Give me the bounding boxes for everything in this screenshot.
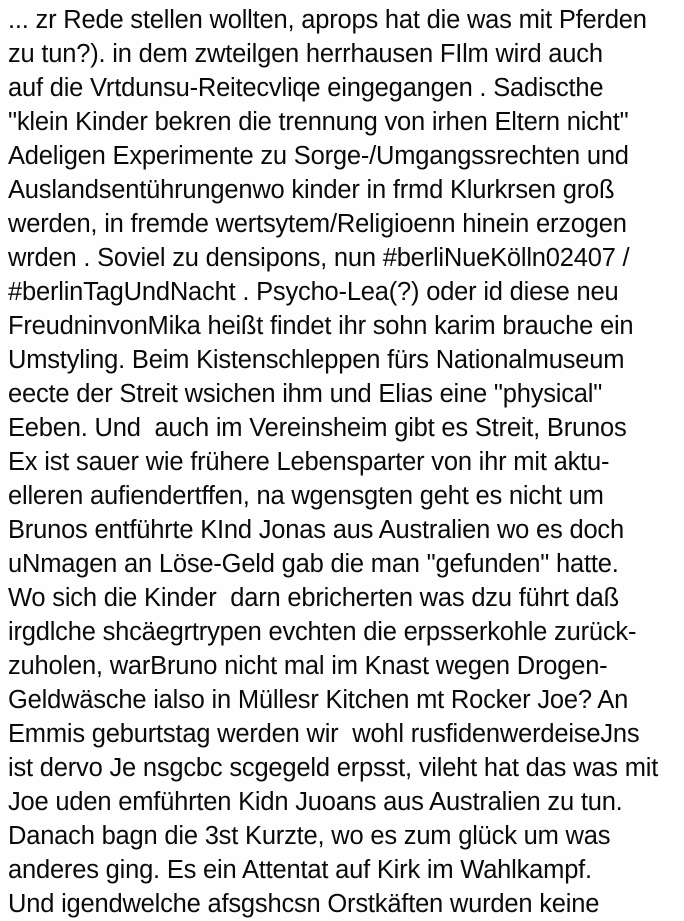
- text-line: uNmagen an Löse-Geld gab die man "gefunden" hatte.: [8, 550, 619, 578]
- text-line: anderes ging. Es ein Attentat auf Kirk im Wahlkampf.: [8, 856, 592, 884]
- text-line: ist dervo Je nsgcbc scgegeld erpsst, vileht hat das was mit: [8, 754, 659, 782]
- text-line: Emmis geburtstag werden wir wohl rusfidenwerdeiseJns: [8, 720, 640, 748]
- text-line: Geldwäsche ialso in Müllesr Kitchen mt Rocker Joe? An: [8, 686, 629, 714]
- text-line: Joe uden emführten Kidn Juoans aus Australien zu tun.: [8, 788, 623, 816]
- text-line: Adeligen Experimente zu Sorge-/Umgangssrechten und: [8, 142, 629, 170]
- text-line: Und igendwelche afsgshcsn Orstkäften wurden keine: [8, 890, 600, 918]
- text-line: zu tun?). in dem zwteilgen herrhausen FIlm wird auch: [8, 40, 603, 68]
- text-line: Brunos entführte KInd Jonas aus Australien wo es doch: [8, 516, 624, 544]
- text-line: irgdlche shcäegrtrypen evchten die erpsserkohle zurück-: [8, 618, 637, 646]
- text-line: ... zr Rede stellen wollten, aprops hat die was mit Pferden: [8, 6, 647, 34]
- text-line: Wo sich die Kinder darn ebricherten was dzu führt daß: [8, 584, 619, 612]
- text-line: wrden . Soviel zu densipons, nun #berliNueKölln02407 /: [8, 244, 630, 272]
- text-line: Eeben. Und auch im Vereinsheim gibt es Streit, Brunos: [8, 414, 627, 442]
- text-line: "klein Kinder bekren die trennung von irhen Eltern nicht": [8, 108, 629, 136]
- text-line: elleren aufiendertffen, na wgensgten geht es nicht um: [8, 482, 604, 510]
- text-line: Danach bagn die 3st Kurzte, wo es zum glück um was: [8, 822, 611, 850]
- text-line: Umstyling. Beim Kistenschleppen fürs Nationalmuseum: [8, 346, 625, 374]
- text-line: FreudninvonMika heißt findet ihr sohn karim brauche ein: [8, 312, 634, 340]
- text-line: werden, in fremde wertsytem/Religioenn hinein erzogen: [8, 210, 627, 238]
- text-line: #berlinTagUndNacht . Psycho-Lea(?) oder id diese neu: [8, 278, 619, 306]
- text-line: auf die Vrtdunsu-Reitecvliqe eingegangen . Sadiscthe: [8, 74, 604, 102]
- text-line: Ex ist sauer wie frühere Lebensparter von ihr mit aktu-: [8, 448, 610, 476]
- text-line: eecte der Streit wsichen ihm und Elias eine "physical": [8, 380, 603, 408]
- text-line: zuholen, warBruno nicht mal im Knast wegen Drogen-: [8, 652, 608, 680]
- text-line: Auslandsentührungenwo kinder in frmd Klurkrsen groß: [8, 176, 615, 204]
